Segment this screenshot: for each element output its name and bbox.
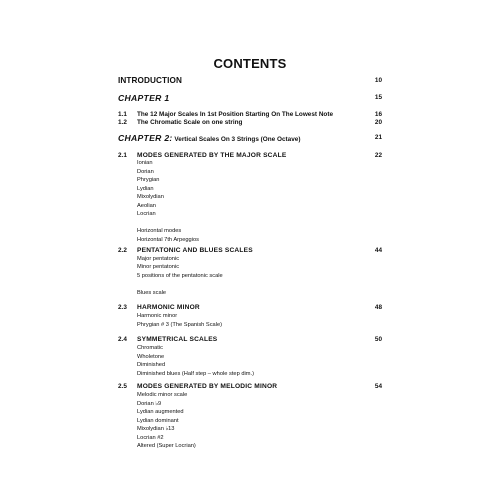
sub-item: Diminished [137,362,166,368]
toc-entry-1-2 [0,118,500,128]
entry-page: 16 [374,111,382,118]
page-title: CONTENTS [213,56,287,71]
sub-item: Lydian augmented [137,409,184,415]
toc-section-2-4 [0,335,500,345]
sub-item: Mixolydian ♭13 [137,426,175,432]
sub-item: Altered (Super Locrian) [137,443,196,449]
sub-item: Phrygian [137,177,160,183]
toc-entry-chapter-2 [0,133,500,143]
section-number: 2.1 [118,152,127,159]
introduction-page: 10 [374,77,382,84]
section-title: MODES GENERATED BY MELODIC MINOR [137,383,278,390]
sub-item: Mixolydian [137,194,164,200]
section-number: 2.2 [118,247,127,254]
entry-page: 20 [374,119,382,126]
chapter-2-title: CHAPTER 2: [118,133,173,143]
chapter-2-label [118,133,300,145]
sub-item: Dorian ♭9 [137,400,162,407]
section-number: 2.5 [118,383,127,390]
sub-item: Locrian #2 [137,434,164,441]
toc-section-2-2 [0,246,500,256]
sub-item: Major pentatonic [137,255,180,262]
sub-item: Lydian dominant [137,417,179,424]
section-number: 2.3 [118,304,127,311]
section-page: 48 [374,304,382,311]
sub-item: Dorian [137,168,154,175]
sub-item: Ionian [137,160,153,166]
toc-entry-chapter-1 [0,93,500,103]
chapter-2-page: 21 [374,134,382,141]
introduction-label: INTRODUCTION [118,76,182,85]
entry-label: The 12 Major Scales In 1st Position Starting On The Lowest Note [137,111,334,118]
toc-entry-introduction [0,76,500,86]
sub-item: Aeolian [137,202,156,209]
toc-section-2-5 [0,382,500,392]
sub-item: Minor pentatonic [137,264,180,270]
entry-number: 1.1 [118,111,127,118]
chapter-1-label: CHAPTER 1 [118,93,170,103]
section-title: SYMMETRICAL SCALES [137,336,218,343]
sub-item: Lydian [137,185,154,192]
chapter-2-subtitle: Vertical Scales On 3 Strings (One Octave) [172,136,301,143]
toc-section-2-1 [0,151,500,161]
section-title: PENTATONIC AND BLUES SCALES [137,247,253,254]
section-page: 50 [374,336,382,343]
sub-item: Horizontal modes [137,228,182,234]
section-number: 2.4 [118,336,127,343]
sub-item: Harmonic minor [137,313,178,319]
sub-item: Melodic minor scale [137,392,188,398]
section-page: 22 [374,152,382,159]
sub-item: Diminished blues (Half step – whole step dim.) [137,370,254,377]
sub-item: Chromatic [137,345,163,351]
section-page: 54 [374,383,382,390]
chapter-1-page: 15 [374,94,382,101]
entry-label: The Chromatic Scale on one string [137,119,243,126]
entry-number: 1.2 [118,119,127,126]
section-title: HARMONIC MINOR [137,304,200,311]
toc-section-2-3 [0,303,500,313]
sub-item: Locrian [137,211,156,217]
sub-item: Phrygian # 3 (The Spanish Scale) [137,321,223,328]
sub-item: Blues scale [137,289,167,296]
sub-item: 5 positions of the pentatonic scale [137,272,223,279]
section-title: MODES GENERATED BY THE MAJOR SCALE [137,152,287,159]
sub-item: Horizontal 7th Arpeggios [137,236,199,243]
section-page: 44 [374,247,382,254]
sub-item: Wholetone [137,353,165,360]
